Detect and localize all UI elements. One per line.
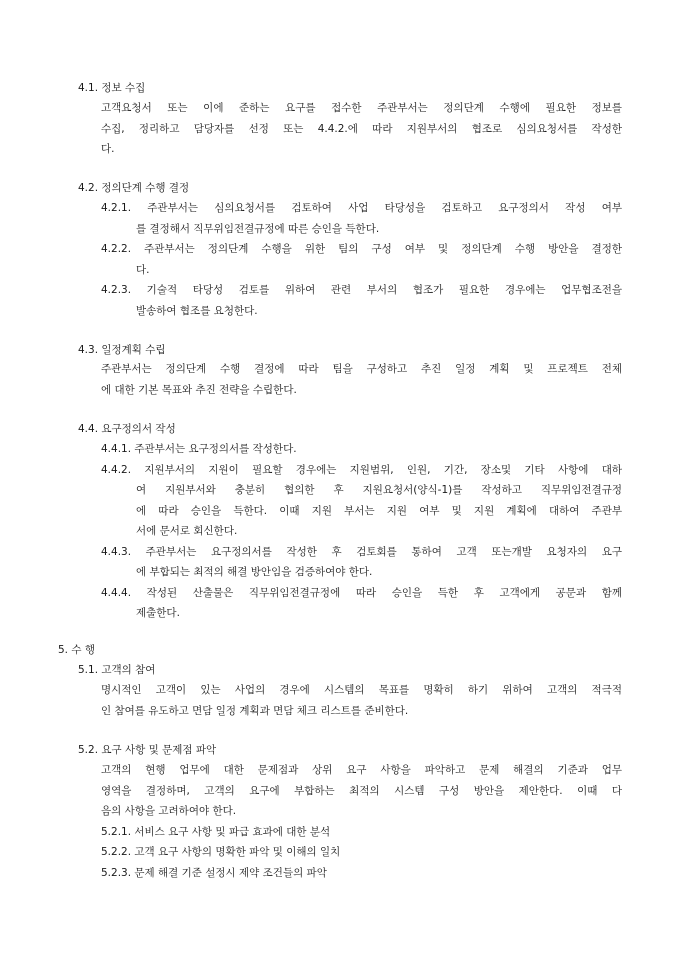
section-4-1-heading: 4.1. 정보 수집 [78, 82, 146, 94]
list-item: 5.2.2. 고객 요구 사항의 명확한 파악 및 이해의 일치 [101, 846, 341, 858]
list-item [101, 439, 622, 460]
list-item-line: 에 부합되는 최적의 해결 방안임을 검증하여야 한다. [136, 566, 373, 578]
list-item-line: 에 따라 승인을 득한다. 이때 지원 부서는 지원 여부 및 지원 계획에 대하여 주관부 [136, 504, 622, 517]
section-4-3-heading: 4.3. 일정계획 수립 [78, 344, 166, 356]
section-5-1-body [101, 680, 622, 721]
list-item-line: 제출한다. [136, 607, 180, 619]
section-4-4-heading: 4.4. 요구정의서 작성 [78, 423, 176, 435]
list-item-line: 를 결정해서 직무위임전결규정에 따른 승인을 득한다. [136, 222, 380, 235]
list-item-line: 여 지원부서와 충분히 협의한 후 지원요청서(양식-1)를 작성하고 직무위임전결규정 [136, 484, 622, 496]
section-4-4-list [101, 439, 622, 624]
section-5-2-body [101, 760, 622, 883]
list-item: 5.2.1. 서비스 요구 사항 및 파급 효과에 대한 분석 [101, 825, 331, 838]
list-item-line: 4.4.2. 지원부서의 지원이 필요할 경우에는 지원범위, 인원, 기간, 장소및 기타 사항에 대하 [101, 463, 622, 476]
section-4-2-list [101, 198, 622, 321]
section-4-3-body [101, 359, 622, 400]
list-item: 5.2.3. 문제 해결 기준 설정시 제약 조건들의 파악 [101, 866, 327, 879]
paragraph-line: 고객요청서 또는 이에 준하는 요구를 접수한 주관부서는 정의단계 수행에 필요한 정보를 [101, 102, 622, 114]
list-item [101, 239, 622, 280]
paragraph-line: 에 대한 기본 목표와 추진 전략을 수립한다. [101, 383, 297, 396]
paragraph-line: 명시적인 고객이 있는 사업의 경우에 시스템의 목표를 명확히 하기 위하여 고객의 적극적 [101, 684, 622, 696]
list-item-line: 다. [136, 263, 150, 276]
paragraph-line: 음의 사항을 고려하여야 한다. [101, 805, 237, 817]
paragraph-line: 인 참여를 유도하고 면담 일정 계획과 면담 체크 리스트를 준비한다. [101, 704, 409, 717]
paragraph-line: 영역을 결정하며, 고객의 요구에 부합하는 최적의 시스템 구성 방안을 제안한다. 이때 다 [101, 784, 622, 797]
list-item-line: 4.2.3. 기술적 타당성 검토를 위하여 관련 부서의 협조가 필요한 경우에는 업무협조전을 [101, 284, 622, 296]
list-item-line: 4.2.1. 주관부서는 심의요청서를 검토하여 사업 타당성을 검토하고 요구정의서 작성 여부 [101, 202, 622, 214]
list-item-line: 발송하여 협조를 요청한다. [136, 304, 258, 317]
list-item-line: 4.4.1. 주관부서는 요구정의서를 작성한다. [101, 443, 297, 455]
list-item [101, 542, 622, 583]
list-item [101, 280, 622, 321]
section-4-1-body [101, 98, 622, 160]
list-item-line: 서에 문서로 회신한다. [136, 525, 238, 537]
list-item [101, 583, 622, 624]
paragraph-line: 주관부서는 정의단계 수행 결정에 따라 팀을 구성하고 추진 일정 계획 및 프로젝트 전체 [101, 363, 622, 375]
paragraph-line: 고객의 현행 업무에 대한 문제점과 상위 요구 사항을 파악하고 문제 해결의 기준과 업무 [101, 764, 622, 776]
paragraph-line: 수집, 정리하고 담당자를 선정 또는 4.4.2.에 따라 지원부서의 협조로 심의요청서를 작성한 [101, 122, 622, 135]
section-5-1-heading: 5.1. 고객의 참여 [78, 664, 156, 676]
section-5-2-heading: 5.2. 요구 사항 및 문제점 파악 [78, 744, 217, 756]
list-item-line: 4.4.3. 주관부서는 요구정의서를 작성한 후 검토회를 통하여 고객 또는개발 요청자의 요구 [101, 545, 622, 558]
section-4-2-heading: 4.2. 정의단계 수행 결정 [78, 182, 190, 194]
paragraph-line: 다. [101, 143, 115, 155]
list-item-line: 4.4.4. 작성된 산출물은 직무위임전결규정에 따라 승인을 득한 후 고객에게 공문과 함께 [101, 586, 622, 599]
list-item-line: 4.2.2. 주관부서는 정의단계 수행을 위한 팀의 구성 여부 및 정의단계 수행 방안을 결정한 [101, 243, 622, 255]
list-item [101, 198, 622, 239]
list-item [101, 460, 622, 542]
section-5-heading: 5. 수 행 [58, 644, 95, 656]
